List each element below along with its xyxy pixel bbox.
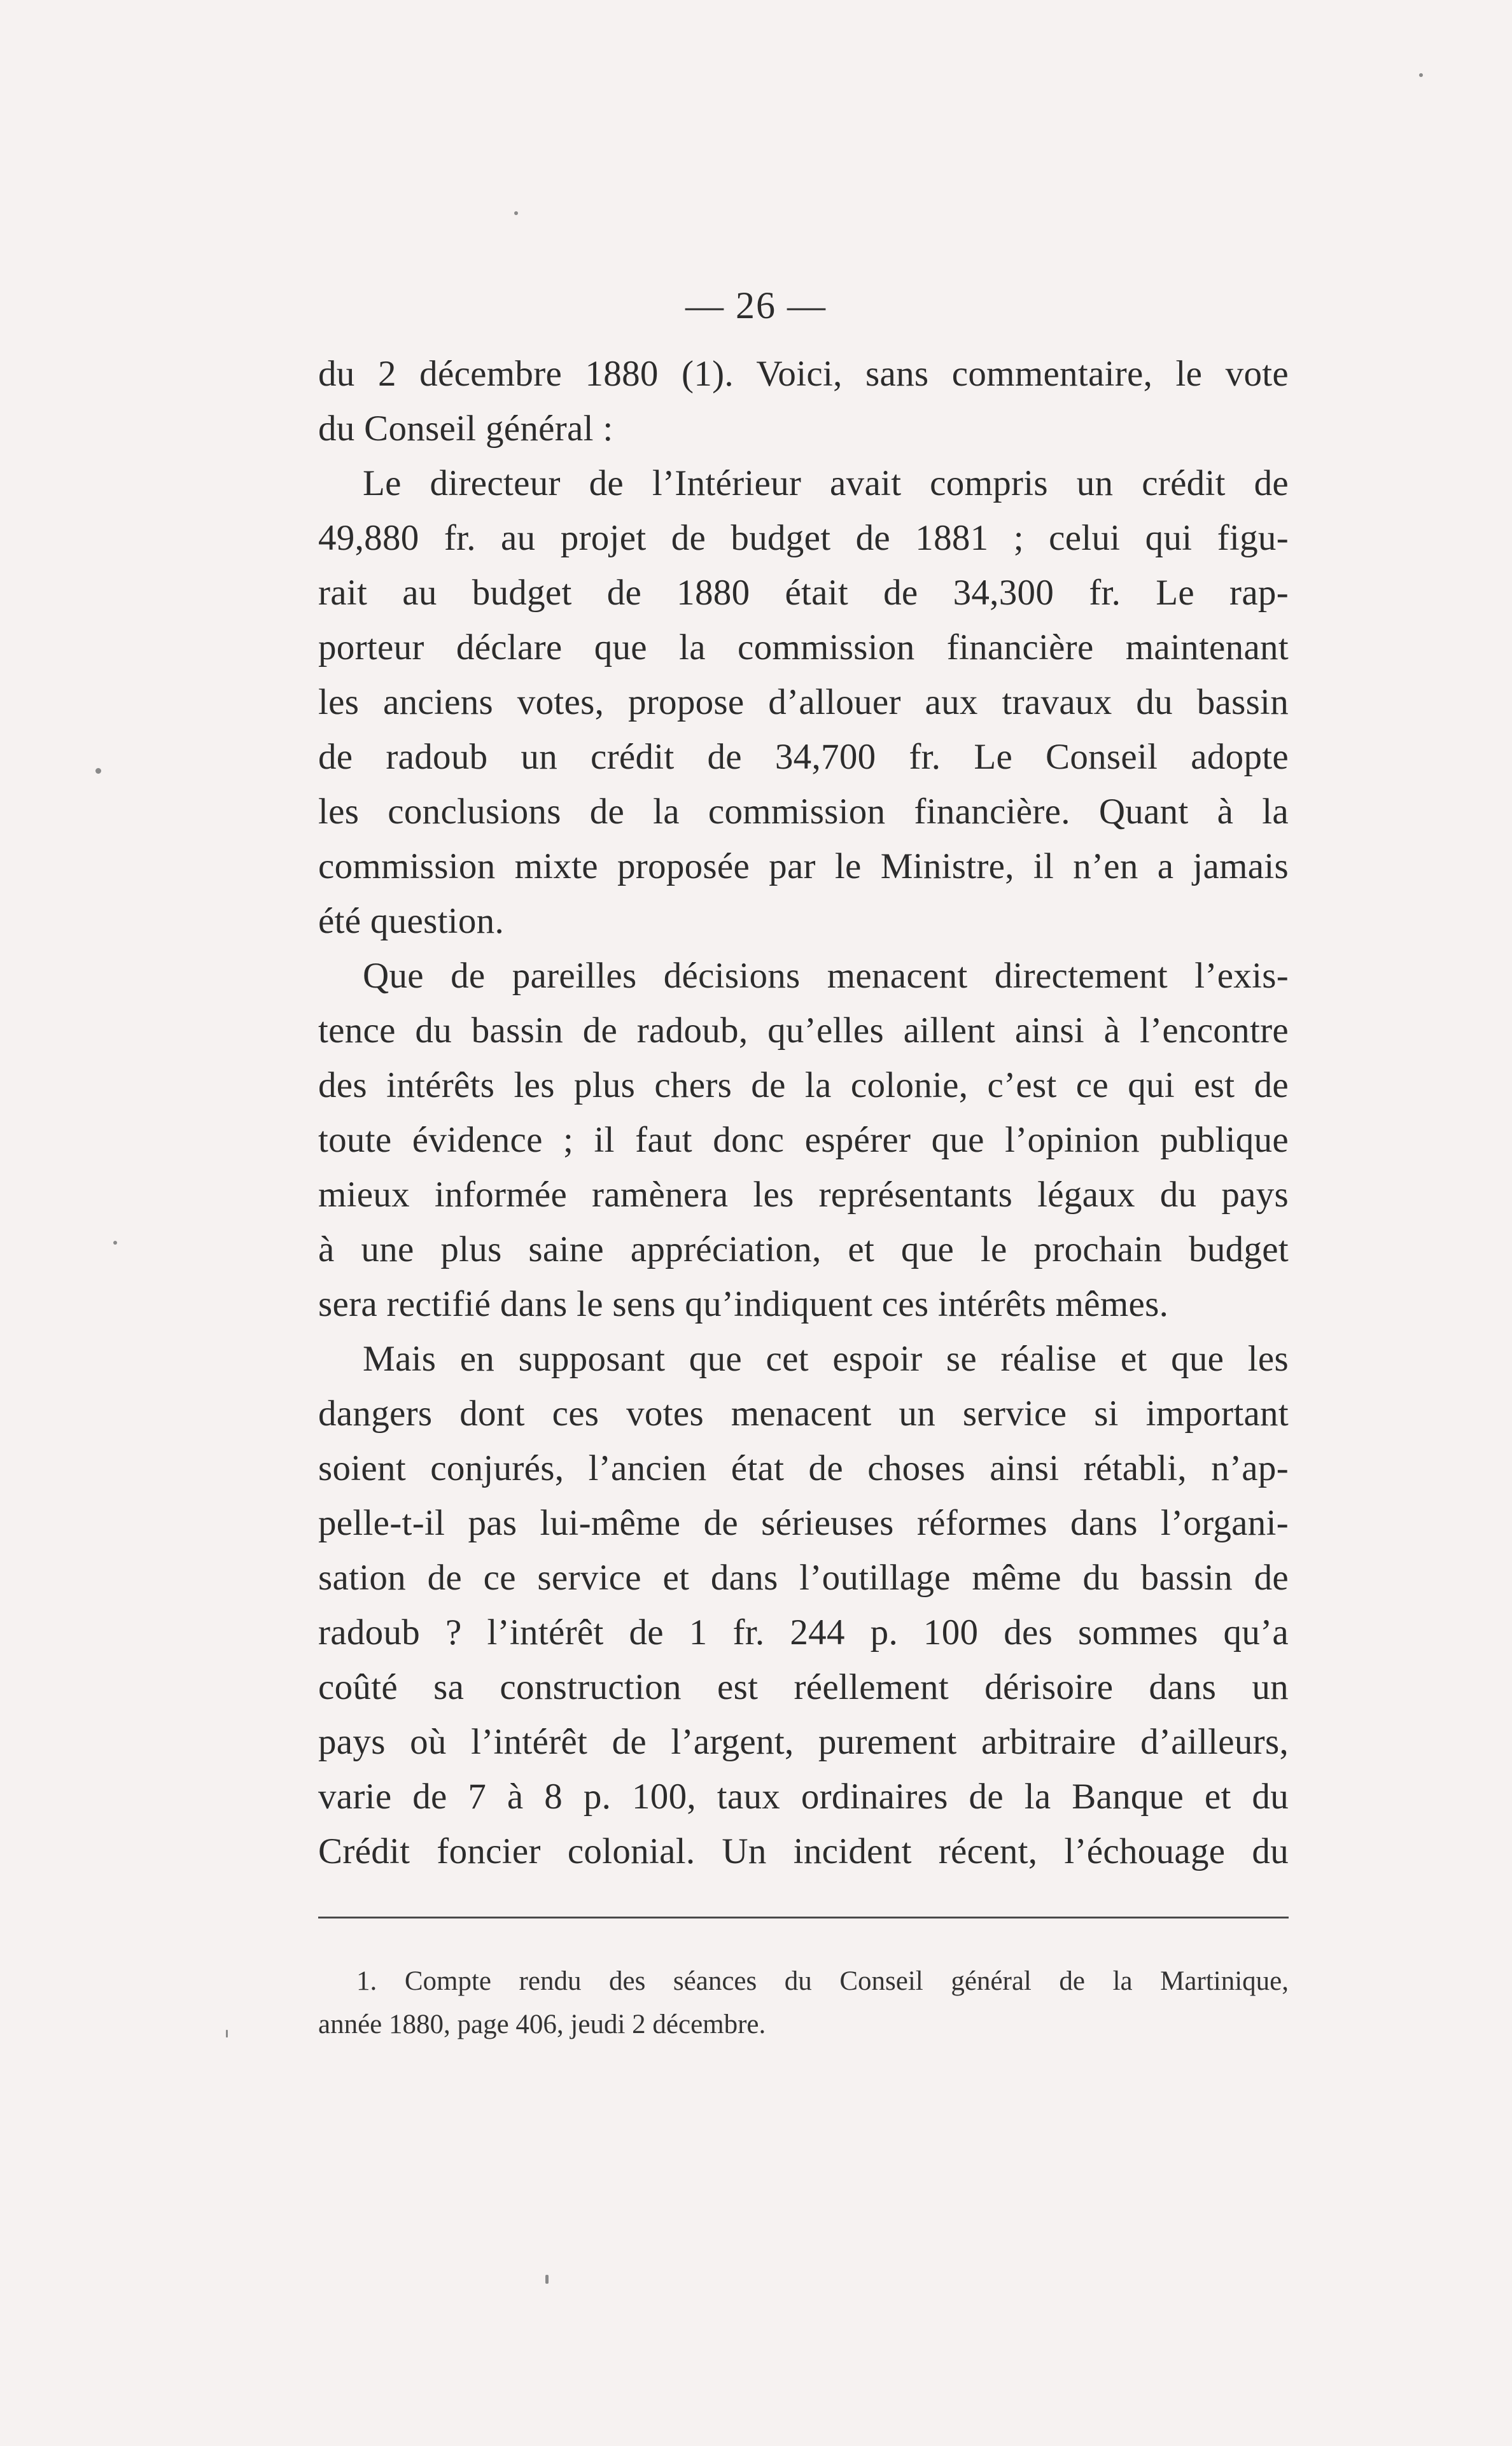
- paper-speck: [1419, 73, 1423, 77]
- body-text: [318, 347, 1289, 1879]
- text-line: été question.: [318, 901, 504, 941]
- text-line: mieux informée ramènera les représentants légaux du pays: [318, 1175, 1289, 1215]
- text-line: commission mixte proposée par le Ministre, il n’en a jamais: [318, 846, 1289, 886]
- paper-speck: [95, 768, 101, 774]
- text-line: du Conseil général :: [318, 409, 613, 449]
- paper-speck: [226, 2030, 228, 2037]
- text-line: coûté sa construction est réellement dérisoire dans un: [318, 1667, 1289, 1707]
- text-line: les conclusions de la commission financière. Quant à la: [318, 792, 1289, 832]
- text-line: Mais en supposant que cet espoir se réalise et que les: [363, 1339, 1289, 1379]
- text-line: les anciens votes, propose d’allouer aux travaux du bassin: [318, 682, 1289, 722]
- paragraph-3: [318, 949, 1289, 1332]
- text-line: à une plus saine appréciation, et que le prochain budget: [318, 1229, 1289, 1269]
- text-line: dangers dont ces votes menacent un service si important: [318, 1394, 1289, 1434]
- text-line: du 2 décembre 1880 (1). Voici, sans commentaire, le vote: [318, 354, 1289, 394]
- text-line: tence du bassin de radoub, qu’elles aillent ainsi à l’encontre: [318, 1010, 1289, 1051]
- text-line: pays où l’intérêt de l’argent, purement arbitraire d’ailleurs,: [318, 1722, 1289, 1762]
- paper-speck: [545, 2275, 549, 2284]
- text-line: sera rectifié dans le sens qu’indiquent ces intérêts mêmes.: [318, 1284, 1169, 1324]
- footnote-divider: [318, 1917, 1289, 1918]
- text-line: Que de pareilles décisions menacent directement l’exis-: [363, 956, 1289, 996]
- footnote-line: 1. Compte rendu des séances du Conseil général de la Martinique,: [356, 1966, 1289, 1996]
- text-line: pelle-t-il pas lui-même de sérieuses réformes dans l’organi-: [318, 1503, 1289, 1543]
- text-line: 49,880 fr. au projet de budget de 1881 ; celui qui figu-: [318, 518, 1289, 558]
- text-line: soient conjurés, l’ancien état de choses ainsi rétabli, n’ap-: [318, 1448, 1289, 1488]
- paper-speck: [113, 1241, 117, 1245]
- text-line: porteur déclare que la commission financière maintenant: [318, 627, 1289, 667]
- paragraph-2: [318, 456, 1289, 949]
- paragraph-4: [318, 1332, 1289, 1879]
- footnote-line: année 1880, page 406, jeudi 2 décembre.: [318, 2009, 766, 2039]
- text-line: des intérêts les plus chers de la colonie, c’est ce qui est de: [318, 1065, 1289, 1105]
- page-number: — 26 —: [685, 284, 827, 326]
- text-line: de radoub un crédit de 34,700 fr. Le Conseil adopte: [318, 737, 1289, 777]
- text-line: varie de 7 à 8 p. 100, taux ordinaires de la Banque et du: [318, 1777, 1289, 1817]
- text-line: sation de ce service et dans l’outillage même du bassin de: [318, 1558, 1289, 1598]
- text-line: rait au budget de 1880 était de 34,300 fr. Le rap-: [318, 573, 1289, 613]
- text-line: Le directeur de l’Intérieur avait compris un crédit de: [363, 463, 1289, 503]
- text-line: Crédit foncier colonial. Un incident récent, l’échouage du: [318, 1831, 1289, 1871]
- footnote: [318, 1960, 1289, 2046]
- paragraph-1: [318, 347, 1289, 456]
- paper-speck: [514, 211, 518, 215]
- text-line: radoub ? l’intérêt de 1 fr. 244 p. 100 des sommes qu’a: [318, 1612, 1289, 1653]
- text-line: toute évidence ; il faut donc espérer que l’opinion publique: [318, 1120, 1289, 1160]
